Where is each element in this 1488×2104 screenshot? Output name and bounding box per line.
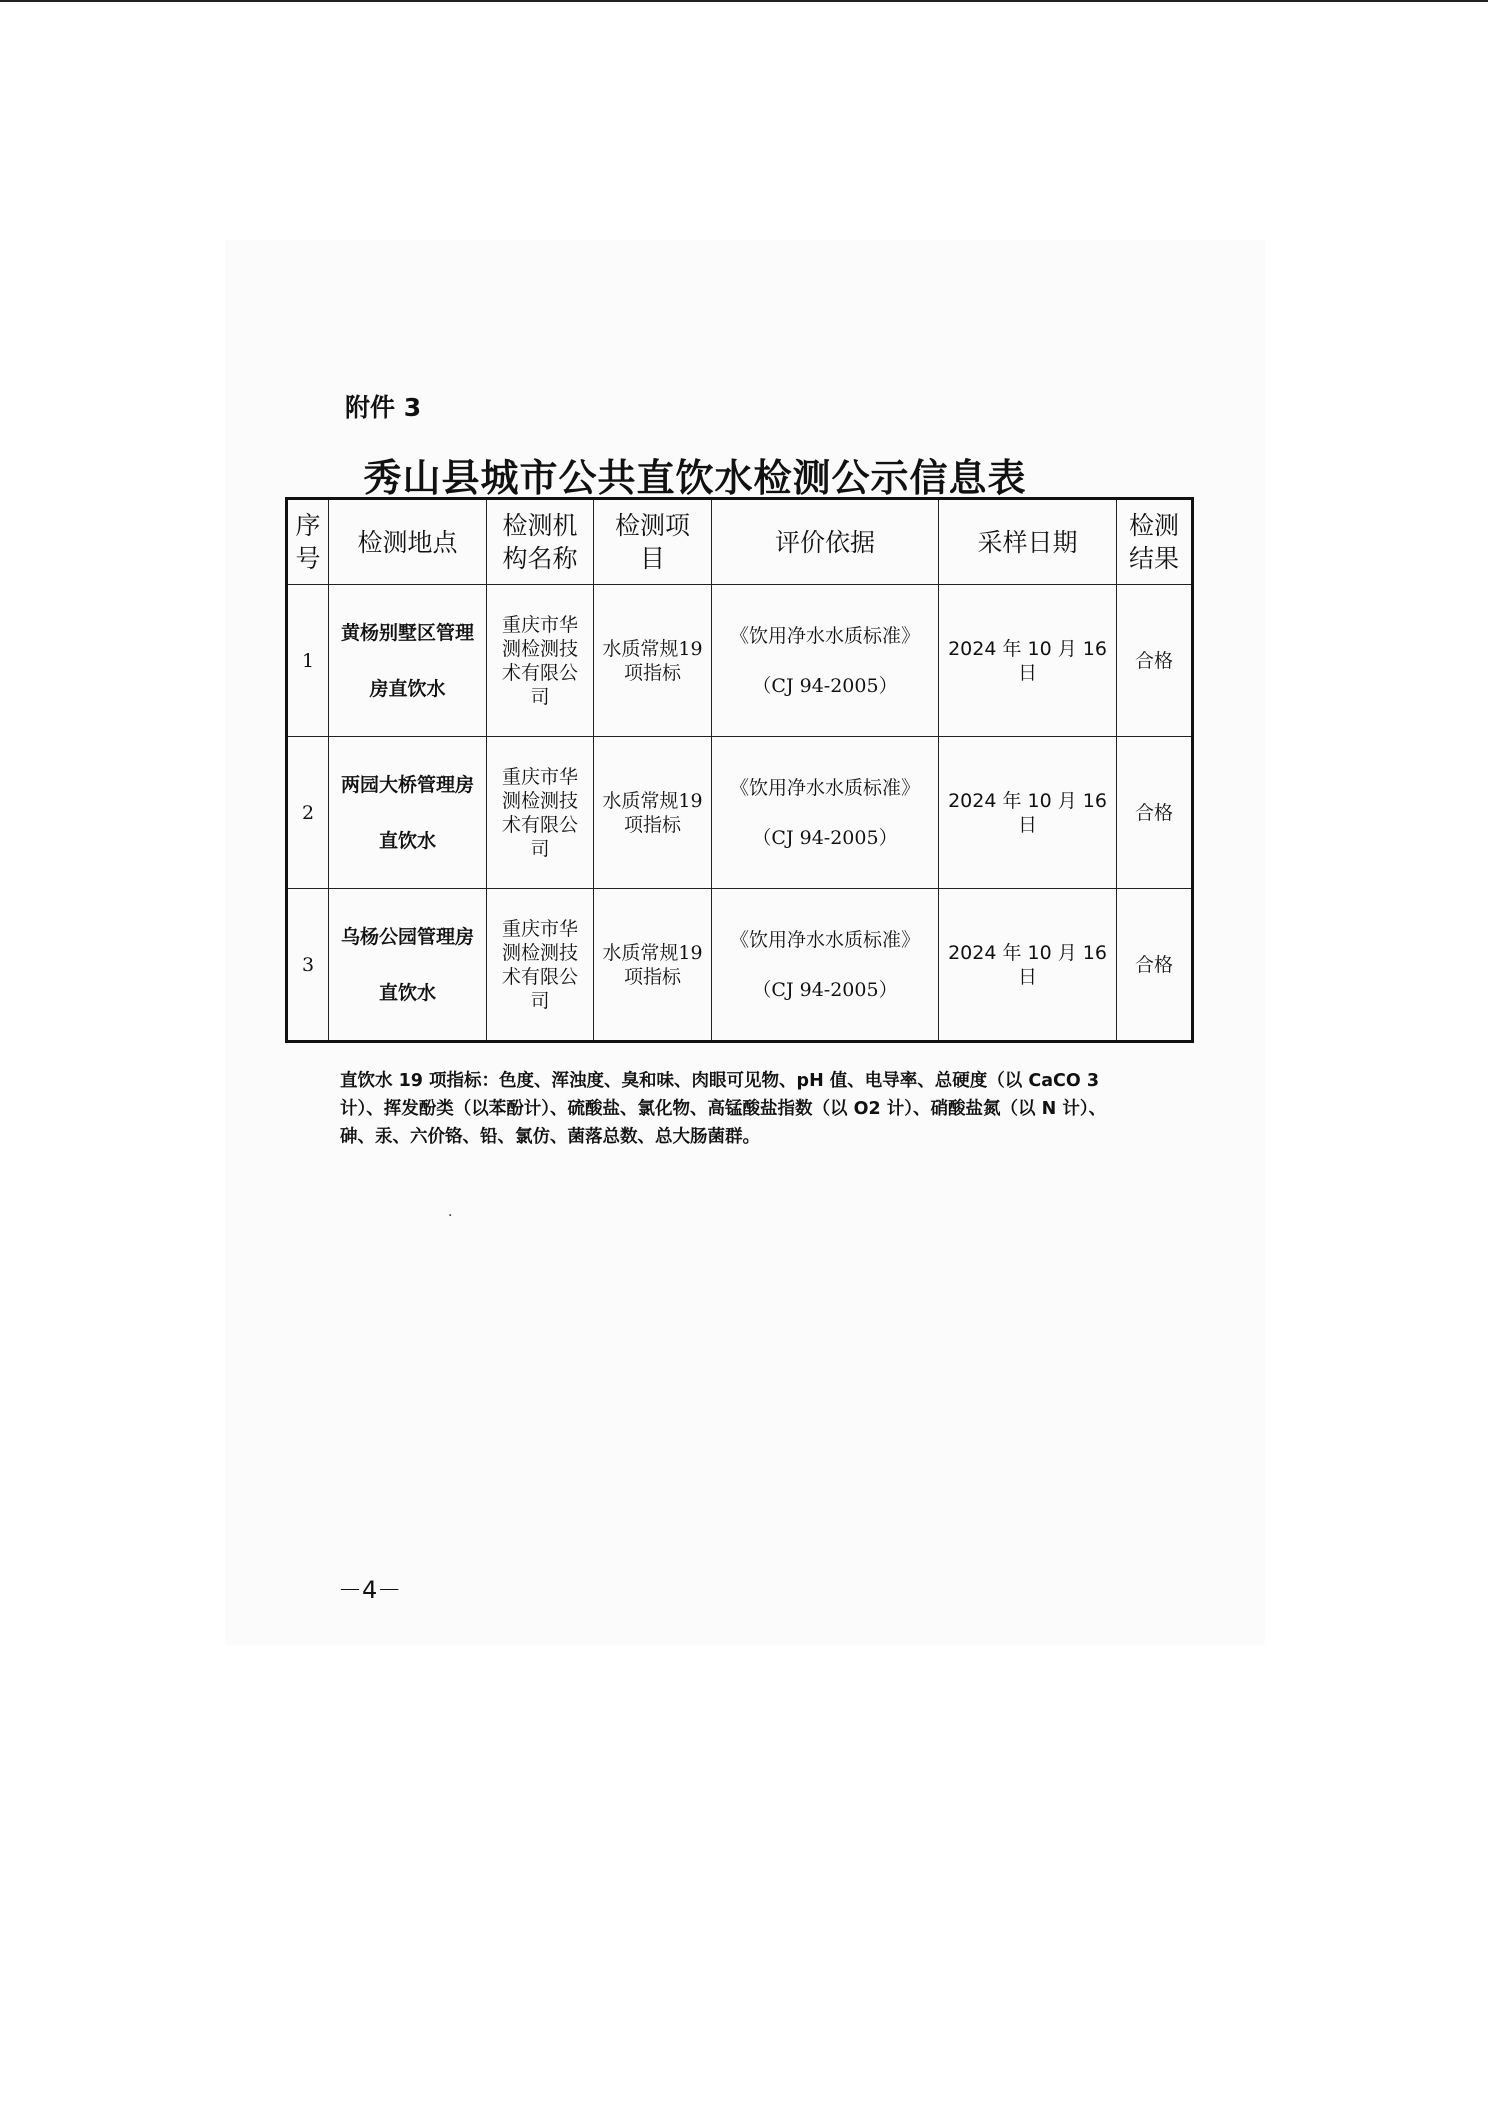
basis-standard: 《饮用净水水质标准》 [729,776,920,799]
table-row [287,889,1193,1042]
cell-site: 乌杨公园管理房直饮水 [329,889,487,1042]
cell-result: 合格 [1117,737,1193,889]
cell-site: 两园大桥管理房直饮水 [329,737,487,889]
cell-date: 2024 年 10 月 16 日 [939,585,1117,737]
basis-standard: 《饮用净水水质标准》 [729,928,920,951]
header-org: 检测机构名称 [487,499,594,585]
table-header-row [287,499,1193,585]
cell-result: 合格 [1117,889,1193,1042]
cell-no: 2 [287,737,329,889]
info-table [285,497,1194,1043]
page-number: －4－ [338,1576,402,1604]
table-row [287,585,1193,737]
cell-site: 黄杨别墅区管理房直饮水 [329,585,487,737]
cell-item: 水质常规19 项指标 [594,889,712,1042]
basis-code: （CJ 94-2005） [752,826,898,849]
cell-result: 合格 [1117,585,1193,737]
indicator-note: 直饮水 19 项指标：色度、浑浊度、臭和味、肉眼可见物、pH 值、电导率、总硬度（以 CaCO 3 计）、挥发酚类（以苯酚计）、硫酸盐、氯化物、高锰酸盐指数（以 O2 计）、硝酸盐氮（以 N 计）、砷、汞、六价铬、铅、氯仿、菌落总数、总大肠菌群。 [340,1071,1107,1147]
header-basis: 评价依据 [712,499,939,585]
basis-code: （CJ 94-2005） [752,978,898,1001]
attachment-label: 附件 3 [345,393,422,422]
header-item: 检测项目 [594,499,712,585]
table-row [287,737,1193,889]
header-result: 检测结果 [1117,499,1193,585]
cell-no: 3 [287,889,329,1042]
cell-date: 2024 年 10 月 16 日 [939,737,1117,889]
cell-basis [712,585,939,737]
basis-standard: 《饮用净水水质标准》 [729,624,920,647]
cell-org: 重庆市华测检测技术有限公司 [487,889,594,1042]
cell-no: 1 [287,585,329,737]
basis-code: （CJ 94-2005） [752,674,898,697]
cell-item: 水质常规19 项指标 [594,585,712,737]
cell-item: 水质常规19 项指标 [594,737,712,889]
stray-mark: · [448,1208,453,1224]
header-date: 采样日期 [939,499,1117,585]
header-site: 检测地点 [329,499,487,585]
cell-basis [712,889,939,1042]
scan-top-edge [0,0,1488,2]
cell-basis [712,737,939,889]
header-no: 序号 [287,499,329,585]
cell-org: 重庆市华测检测技术有限公司 [487,737,594,889]
cell-org: 重庆市华测检测技术有限公司 [487,585,594,737]
cell-date: 2024 年 10 月 16 日 [939,889,1117,1042]
document-title: 秀山县城市公共直饮水检测公示信息表 [363,455,1027,500]
